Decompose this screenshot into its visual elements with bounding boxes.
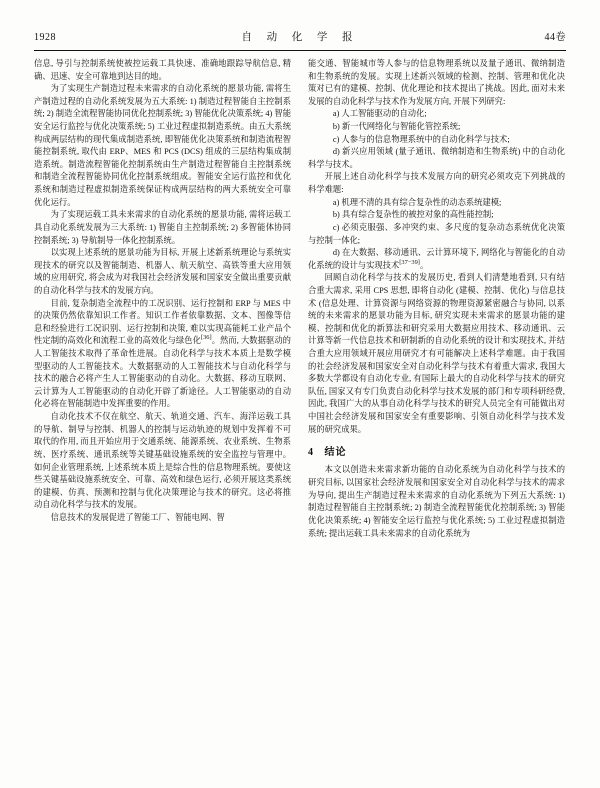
- list-item: b) 新一代网络化与智能化管控系统;: [332, 122, 461, 132]
- list-item: b) 具有综合复杂性的被控对象的高性能控制;: [332, 210, 494, 220]
- section-number: 4: [308, 447, 314, 459]
- paragraph: 能交通、智能城市等人参与的信息物理系统以及量子通讯、微纳制造和生物系统的发展。实现上述新兴领域的检测、控制、管理和优化决策对已有的建模、控制、优化理论和技术提出了挑战。因此, 面对未来发展的自动化科学与技术作为发展方向, 开展下列研究:: [308, 59, 565, 106]
- right-column: [308, 58, 565, 773]
- body-columns: [34, 58, 566, 773]
- paragraph: 为了实现运载工具未来需求的自动化系统的愿景功能, 需将运载工具自动化系统发展为三大系统: 1) 智能自主控制系统; 2) 多智能体协同控制系统; 3) 导航制导一体化控制系统。: [34, 210, 291, 245]
- paragraph: 以实现上述系统的愿景功能为目标, 开展上述新系统理论与系统实现技术的研究以及智能制造、机器人、航天航空、高铁等重大应用领域的应用研究, 将会成为对我国社会经济发展和国家安全做出重要贡献的自动化科学与技术的发展方向。: [34, 248, 291, 295]
- list-item: c) 人参与的信息物理系统中的自动化科学与技术;: [332, 134, 510, 144]
- list-item: a) 人工智能驱动的自动化;: [332, 109, 427, 119]
- list-item: d) 新兴应用领域 (量子通讯、微纳制造和生物系统) 中的自动化科学与技术。: [308, 147, 565, 169]
- list-item: a) 机理不清的具有综合复杂性的动态系统建模;: [332, 197, 502, 207]
- journal-title: 自 动 化 学 报: [241, 32, 359, 43]
- paragraph: 自动化技术不仅在航空、航天、轨道交通、汽车、海洋运载工具的导航、制导与控制、机器人的控制与运动轨迹的规划中发挥着不可取代的作用, 而且开始应用于交通系统、能源系统、农业系统、生物系统、医疗系统、通讯系统等关键基础设施系统的安全监控与管理中。如何企业管理系统, 上述系统本质上是综合性的信息物理系统。要使这些关键基础设施系统安全、可靠、高效和绿色运行, 必须开展这类系统的建模、仿真、预测和控制与优化决策理论与技术的研究。这必将推动自动化科学与技术的发展。: [34, 412, 291, 510]
- section-heading: [308, 445, 565, 460]
- paragraph: 信息, 导引与控制系统使被控运载工具快速、准确地跟踪导航信息, 精确、迅速、安全可靠地到达目的地。: [34, 59, 291, 81]
- header-divider: [34, 50, 566, 51]
- paragraph: 本文以创造未来需求新功能的自动化系统为自动化科学与技术的研究目标, 以国家社会经济发展和国家安全对自动化科学与技术的需求为导向, 提出生产制造过程未来需求的自动化系统为下列五大系统: 1) 制造过程智能自主控制系统; 2) 制造全流程智能优化控制系统; 3) 智能优化决策系统; 4) 智能安全运行监控与优化系统; 5) 工业过程虚拟制造系统; 提出运载工具未来需求的自动化系统为: [308, 465, 565, 538]
- list-item: d) 在大数据、移动通讯、云计算环境下, 网络化与智能化的自动化系统的设计与实现技术[37−39]。: [308, 248, 565, 270]
- volume-label: 44卷: [544, 32, 566, 43]
- page-number: 1928: [34, 32, 56, 43]
- page-header: [34, 28, 566, 48]
- paragraph: 信息技术的发展促进了智能工厂、智能电网、智: [50, 512, 225, 522]
- paragraph: 回顾自动化科学与技术的发展历史, 看到人们清楚地看到, 只有结合重大需求, 采用 CPS 思想, 即将自动化 (建模、控制、优化) 与信息技术 (信息处理、计算资源与网络资源的物理资源紧密融合与协同, 以系统的未来需求的愿景功能为目标, 研究实现未来需求的愿景功能的建模、控制和优化的新算法和研究采用大数据应用技术、移动通讯、云计算等新一代信息技术和研制新的自动化系统的设计和实现技术, 并结合重大应用领域开展应用研究才有可能解决上述科学难题。由于我国的社会经济发展和国家安全对自动化科学与技术有着重大需求, 我国大多数大学都设有自动化专业, 有国际上最大的自动化科学与技术的研究队伍, 国家又有专门负责自动化科学与技术发展的部门和专项科研经费, 因此, 我国广大的从事自动化科学与技术的研究人员完全有可能做出对中国社会经济发展和国家安全有重要影响、引领自动化科学与技术发展的研究成果。: [308, 273, 565, 434]
- paragraph: 为了实现生产制造过程未来需求的自动化系统的愿景功能, 需将生产制造过程的自动化系统发展为五大系统: 1) 制造过程智能自主控制系统; 2) 制造全流程智能协同优化控制系统; 3) 智能优化决策系统; 4) 智能安全运行监控与优化决策系统; 5) 工业过程虚拟制造系统。由五大系统构成两层结构的现代集成制造系统, 即智能优化决策系统和制造流程智能控制系统, 取代由 ERP、MES 和 PCS (DCS) 组成的三层结构集成制造系统。制造流程智能化控制系统由生产制造过程智能自主控制系统和制造全流程智能协同优化控制系统组成。智能安全运行监控和优化系统和制造过程虚拟制造系统保证构成两层结构的两大系统安全可靠优化运行。: [34, 84, 291, 207]
- list-item: c) 必须克服强、多冲突约束、多尺度的复杂动态系统优化决策与控制一体化;: [308, 222, 565, 245]
- paragraph: 目前, 复杂制造全流程中的工况识别、运行控制和 ERP 与 MES 中的决策仍然依靠知识工作者。知识工作者依靠数据、文本、图像等信息和经验进行工况识别、运行控制和决策, 难以实现高能耗工业产品个性定制的高效化和流程工业的高效化与绿色化[36]。然而, 大数据驱动的人工智能技术取得了革命性进展。自动化科学与技术本质上是数学模型驱动的人工智能技术。大数据驱动的人工智能技术与自动化科学与技术的融合必将产生人工智能驱动的自动化。大数据、移动互联网、云计算为人工智能驱动的自动化开辟了新途径。人工智能驱动的自动化必将在智能制造中发挥重要的作用。: [34, 298, 291, 409]
- paragraph: 开展上述自动化科学与技术发展方向的研究必须攻克下列挑战的科学难题:: [308, 172, 565, 195]
- section-title: 结论: [324, 447, 347, 459]
- left-column: [34, 58, 291, 773]
